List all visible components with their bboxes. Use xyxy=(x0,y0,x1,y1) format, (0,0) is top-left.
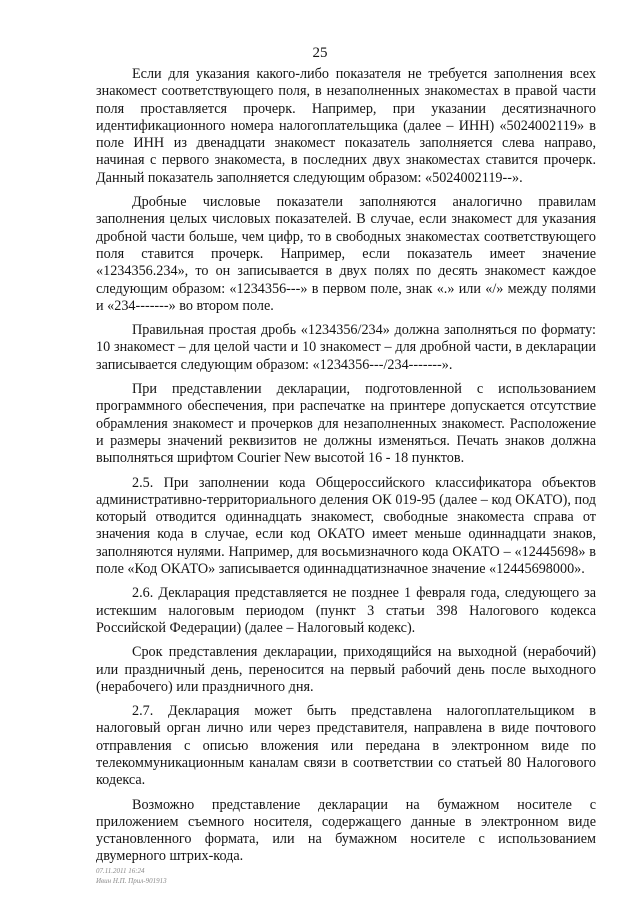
paragraph-submission-methods: 2.7. Декларация может быть представлена налогоплательщиком в налоговый орган лично или через представителя, направлена в виде почтового отправления с описью вложения или передана в электронном виде по телекоммуникационным каналам связи в соответствии со статьей 80 Налогового кодекса. xyxy=(96,703,596,789)
document-body xyxy=(96,66,596,873)
paragraph-proper-fraction: Правильная простая дробь «1234356/234» должна заполняться по формату: 10 знакомест – для целой части и 10 знакомест – для дробной части, в декларации записывается следующим образом: «1234356---/234-------». xyxy=(96,322,596,373)
paragraph-fractional-indicators: Дробные числовые показатели заполняются аналогично правилам заполнения целых числовых показателей. В случае, если знакомест для указания дробной части больше, чем цифр, то в свободных знакоместах соответствующего поля ставится прочерк. Например, если показатель имеет значение «1234356.234», то он записывается в двух полях по десять знакомест каждое следующим образом: «1234356---» в первом поле, знак «.» или «/» между полями и «234-------» во втором поле. xyxy=(96,194,596,314)
paragraph-paper-with-media: Возможно представление декларации на бумажном носителе с приложением съемного носителя, содержащего данные в электронном виде установленного формата, или на бумажном носителе с использованием двумерного штрих-кода. xyxy=(96,796,596,865)
paragraph-okato-code: 2.5. При заполнении кода Общероссийского классификатора объектов административно-территориального деления ОК 019-95 (далее – код ОКАТО), под который отводится одиннадцать знакомест, свободные знакоместа справа от значения кода в случае, если код ОКАТО имеет меньше одиннадцати знаков, заполняются нулями. Например, для восьмизначного кода ОКАТО – «12445698» в поле «Код ОКАТО» записывается одиннадцатизначное значение «12445698000». xyxy=(96,474,596,578)
paragraph-empty-field-dash: Если для указания какого-либо показателя не требуется заполнения всех знакомест соответствующего поля, в незаполненных знакоместах в правой части поля проставляется прочерк. Например, при указании десятизначного идентификационного номера налогоплательщика (далее – ИНН) «5024002119» в поле ИНН из двенадцати знакомест показатель заполняется слева направо, начиная с первого знакоместа, в последних двух знакоместах ставится прочерк. Данный показатель заполняется следующим образом: «5024002119--». xyxy=(96,66,596,186)
paragraph-software-printing: При представлении декларации, подготовленной с использованием программного обеспечения, при распечатке на принтере допускается отсутствие обрамления знакомест и прочерков для незаполненных знакомест. Расположение и размеры значений реквизитов не должны изменяться. Печать знаков должна выполняться шрифтом Courier New высотой 16 - 18 пунктов. xyxy=(96,381,596,467)
paragraph-submission-deadline: 2.6. Декларация представляется не позднее 1 февраля года, следующего за истекшим налоговым периодом (пункт 3 статьи 398 Налогового кодекса Российской Федерации) (далее – Налоговый кодекс). xyxy=(96,585,596,636)
print-footer xyxy=(96,866,167,886)
page-number: 25 xyxy=(312,45,328,61)
paragraph-deadline-holiday: Срок представления декларации, приходящийся на выходной (нерабочий) или праздничный день, переносится на первый рабочий день после выходного (нерабочего) или праздничного дня. xyxy=(96,644,596,695)
footer-author: Ивин Н.П. Прил-901913 xyxy=(96,877,167,885)
footer-timestamp: 07.11.2011 16:24 xyxy=(96,867,145,875)
